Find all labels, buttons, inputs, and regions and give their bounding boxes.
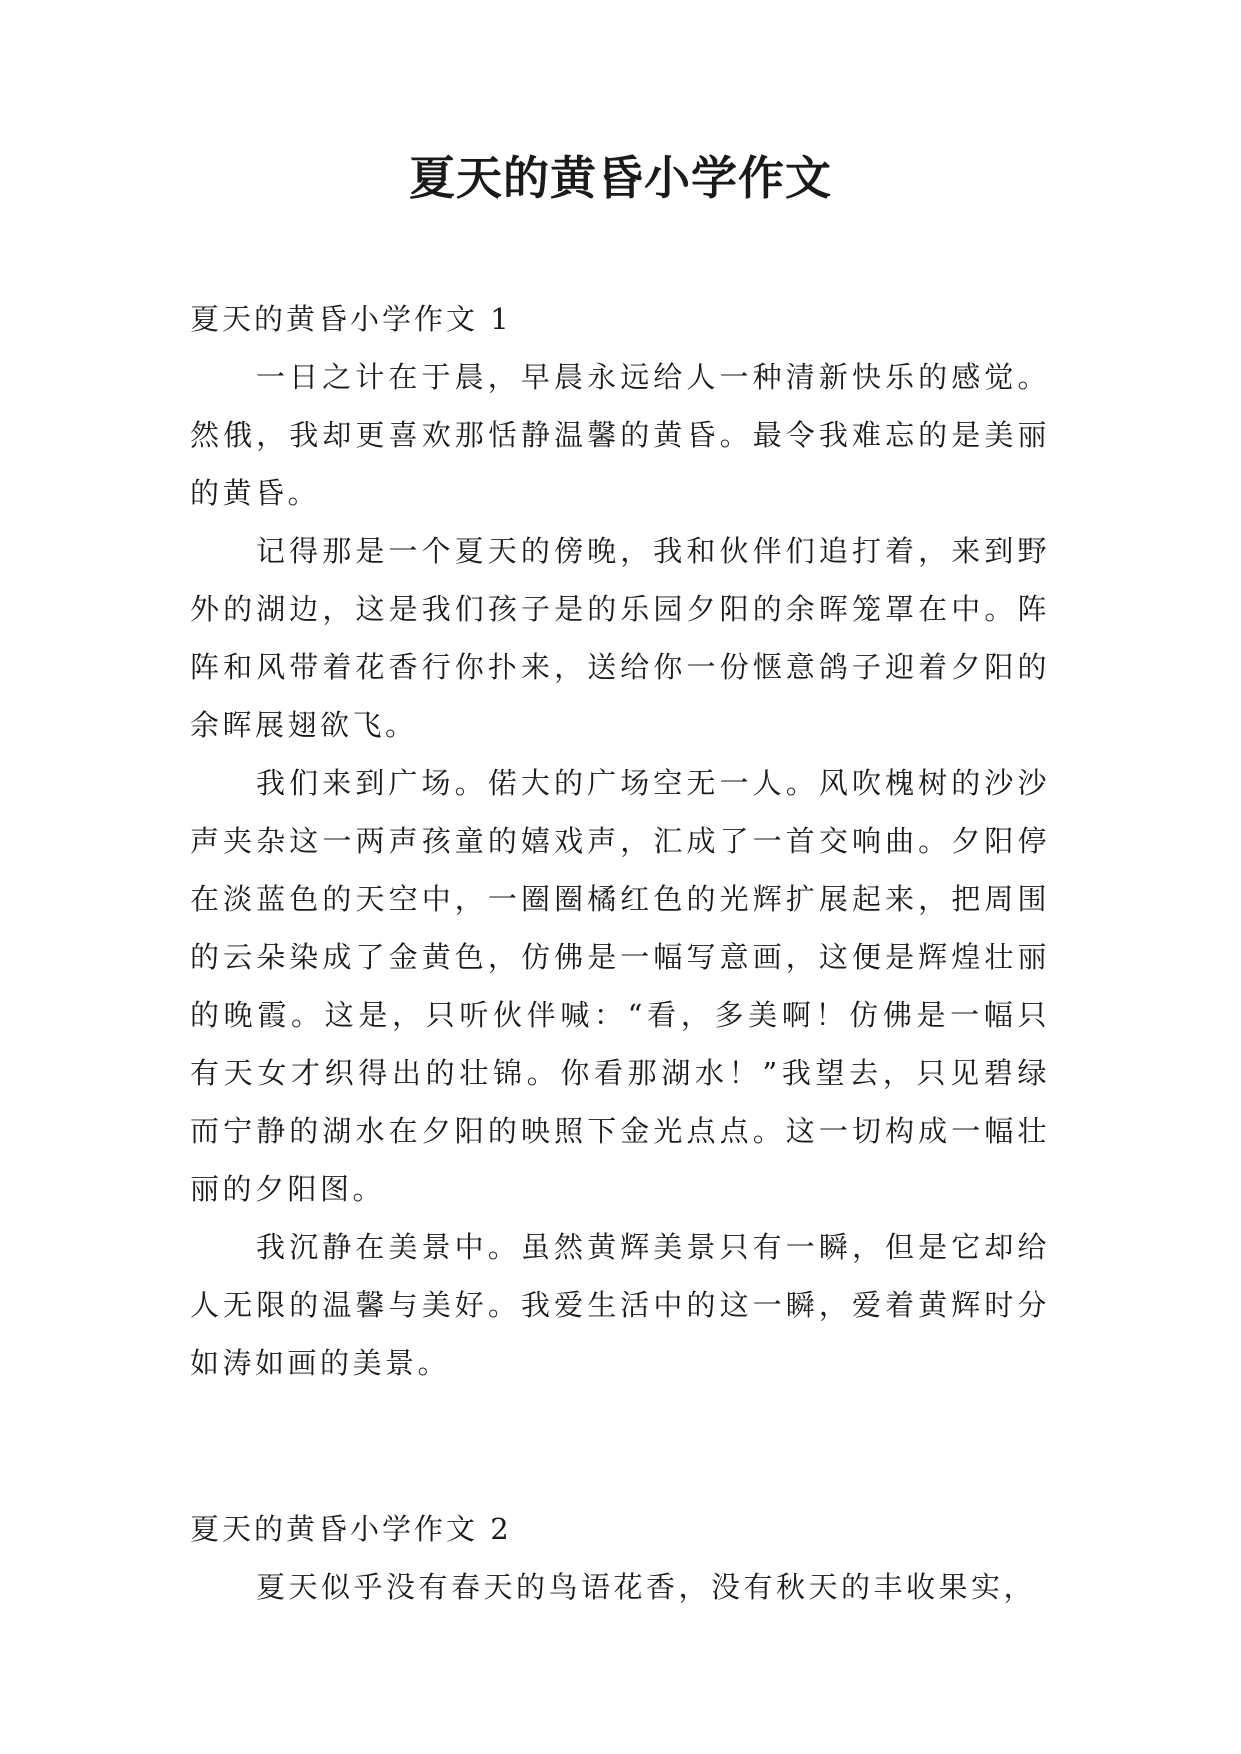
section-heading: 夏天的黄昏小学作文 1 <box>190 302 512 336</box>
paragraph: 我们来到广场。偌大的广场空无一人。风吹槐树的沙沙声夹杂这一两声孩童的嬉戏声，汇成了一首交响曲。夕阳停在淡蓝色的天空中，一圈圈橘红色的光辉扩展起来，把周围的云朵染成了金黄色，仿佛是一幅写意画，这便是辉煌壮丽的晚霞。这是，只听伙伴喊：“看，多美啊！仿佛是一幅只有天女才织得出的壮锦。你看那湖水！”我望去，只见碧绿而宁静的湖水在夕阳的映照下金光点点。这一切构成一幅壮丽的夕阳图。 <box>190 766 1050 1206</box>
paragraph: 一日之计在于晨，早晨永远给人一种清新快乐的感觉。然俄，我却更喜欢那恬静温馨的黄昏。最令我难忘的是美丽的黄昏。 <box>190 360 1050 510</box>
paragraph: 夏天似乎没有春天的鸟语花香，没有秋天的丰收果实， <box>256 1570 1037 1604</box>
section-heading: 夏天的黄昏小学作文 2 <box>190 1512 512 1546</box>
essay-section-2 <box>190 1500 1050 1616</box>
essay-section-1 <box>190 290 1050 1392</box>
paragraph: 记得那是一个夏天的傍晚，我和伙伴们追打着，来到野外的湖边，这是我们孩子是的乐园夕阳的余晖笼罩在中。阵阵和风带着花香行你扑来，送给你一份惬意鸽子迎着夕阳的余晖展翅欲飞。 <box>190 534 1050 742</box>
document-title: 夏天的黄昏小学作文 <box>409 151 832 205</box>
paragraph: 我沉静在美景中。虽然黄辉美景只有一瞬，但是它却给人无限的温馨与美好。我爱生活中的这一瞬，爱着黄辉时分如涛如画的美景。 <box>190 1230 1050 1380</box>
